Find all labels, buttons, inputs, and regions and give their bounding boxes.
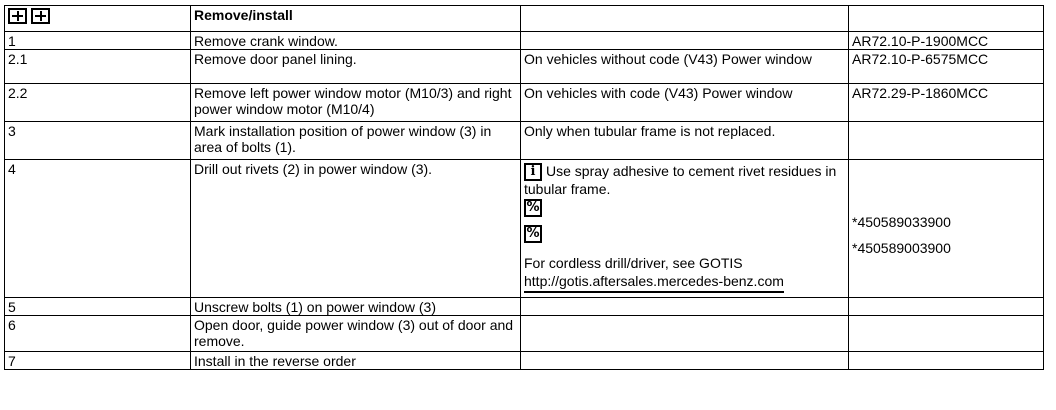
procedure-sheet bbox=[4, 5, 1044, 370]
step-number: 3 bbox=[5, 122, 191, 160]
step-note bbox=[521, 298, 849, 316]
step-note bbox=[521, 32, 849, 50]
step-number: 4 bbox=[5, 160, 191, 298]
table-header-row bbox=[5, 6, 1044, 32]
step-number: 7 bbox=[5, 352, 191, 370]
info-note bbox=[524, 163, 846, 197]
table-row bbox=[5, 122, 1044, 160]
step-action: Open door, guide power window (3) out of door and remove. bbox=[191, 316, 521, 352]
table-row bbox=[5, 84, 1044, 122]
step-note: On vehicles without code (V43) Power window bbox=[521, 50, 849, 84]
step-number: 2.2 bbox=[5, 84, 191, 122]
header-empty-cell bbox=[849, 6, 1044, 32]
header-title: Remove/install bbox=[191, 6, 521, 32]
step-action: Drill out rivets (2) in power window (3). bbox=[191, 160, 521, 298]
step-number: 5 bbox=[5, 298, 191, 316]
table-row bbox=[5, 32, 1044, 50]
step-action: Remove crank window. bbox=[191, 32, 521, 50]
step-action: Unscrew bolts (1) on power window (3) bbox=[191, 298, 521, 316]
step-action: Remove left power window motor (M10/3) and right power window motor (M10/4) bbox=[191, 84, 521, 122]
step-notes-cell bbox=[521, 160, 849, 298]
info-text: Use spray adhesive to cement rivet residues in tubular frame. bbox=[524, 163, 837, 197]
gotis-link[interactable]: http://gotis.aftersales.mercedes-benz.com bbox=[524, 272, 784, 293]
header-icons-cell bbox=[5, 6, 191, 32]
step-note bbox=[521, 352, 849, 370]
step-action: Install in the reverse order bbox=[191, 352, 521, 370]
table-row bbox=[5, 352, 1044, 370]
step-note bbox=[521, 316, 849, 352]
special-tool-line bbox=[524, 199, 846, 225]
tool-reference[interactable]: *450589033900 bbox=[852, 214, 951, 230]
step-reference bbox=[849, 298, 1044, 316]
cordless-text: For cordless drill/driver, see GOTIS bbox=[524, 255, 743, 271]
step-reference[interactable]: AR72.10-P-6575MCC bbox=[849, 50, 1044, 84]
tool-reference[interactable]: *450589003900 bbox=[852, 240, 951, 256]
step-reference bbox=[849, 122, 1044, 160]
step-reference[interactable]: AR72.10-P-1900MCC bbox=[849, 32, 1044, 50]
cordless-note bbox=[524, 254, 846, 293]
step-number: 1 bbox=[5, 32, 191, 50]
step-note: Only when tubular frame is not replaced. bbox=[521, 122, 849, 160]
step-reference bbox=[849, 352, 1044, 370]
special-tool-line bbox=[524, 225, 846, 251]
expand-icon[interactable] bbox=[8, 8, 27, 24]
collapse-icon[interactable] bbox=[31, 8, 50, 24]
special-tool-icon[interactable]: % bbox=[524, 225, 542, 243]
spacer bbox=[852, 161, 1041, 213]
step-action: Remove door panel lining. bbox=[191, 50, 521, 84]
header-empty-cell bbox=[521, 6, 849, 32]
special-tool-icon[interactable]: % bbox=[524, 199, 542, 217]
table-row bbox=[5, 160, 1044, 298]
table-row bbox=[5, 298, 1044, 316]
table-row bbox=[5, 316, 1044, 352]
table-row bbox=[5, 50, 1044, 84]
info-icon: i bbox=[524, 163, 542, 181]
procedure-table bbox=[4, 5, 1044, 370]
step-action: Mark installation position of power window (3) in area of bolts (1). bbox=[191, 122, 521, 160]
step-reference[interactable]: AR72.29-P-1860MCC bbox=[849, 84, 1044, 122]
step-number: 2.1 bbox=[5, 50, 191, 84]
step-note: On vehicles with code (V43) Power window bbox=[521, 84, 849, 122]
tool-references-cell bbox=[849, 160, 1044, 298]
step-reference bbox=[849, 316, 1044, 352]
step-number: 6 bbox=[5, 316, 191, 352]
